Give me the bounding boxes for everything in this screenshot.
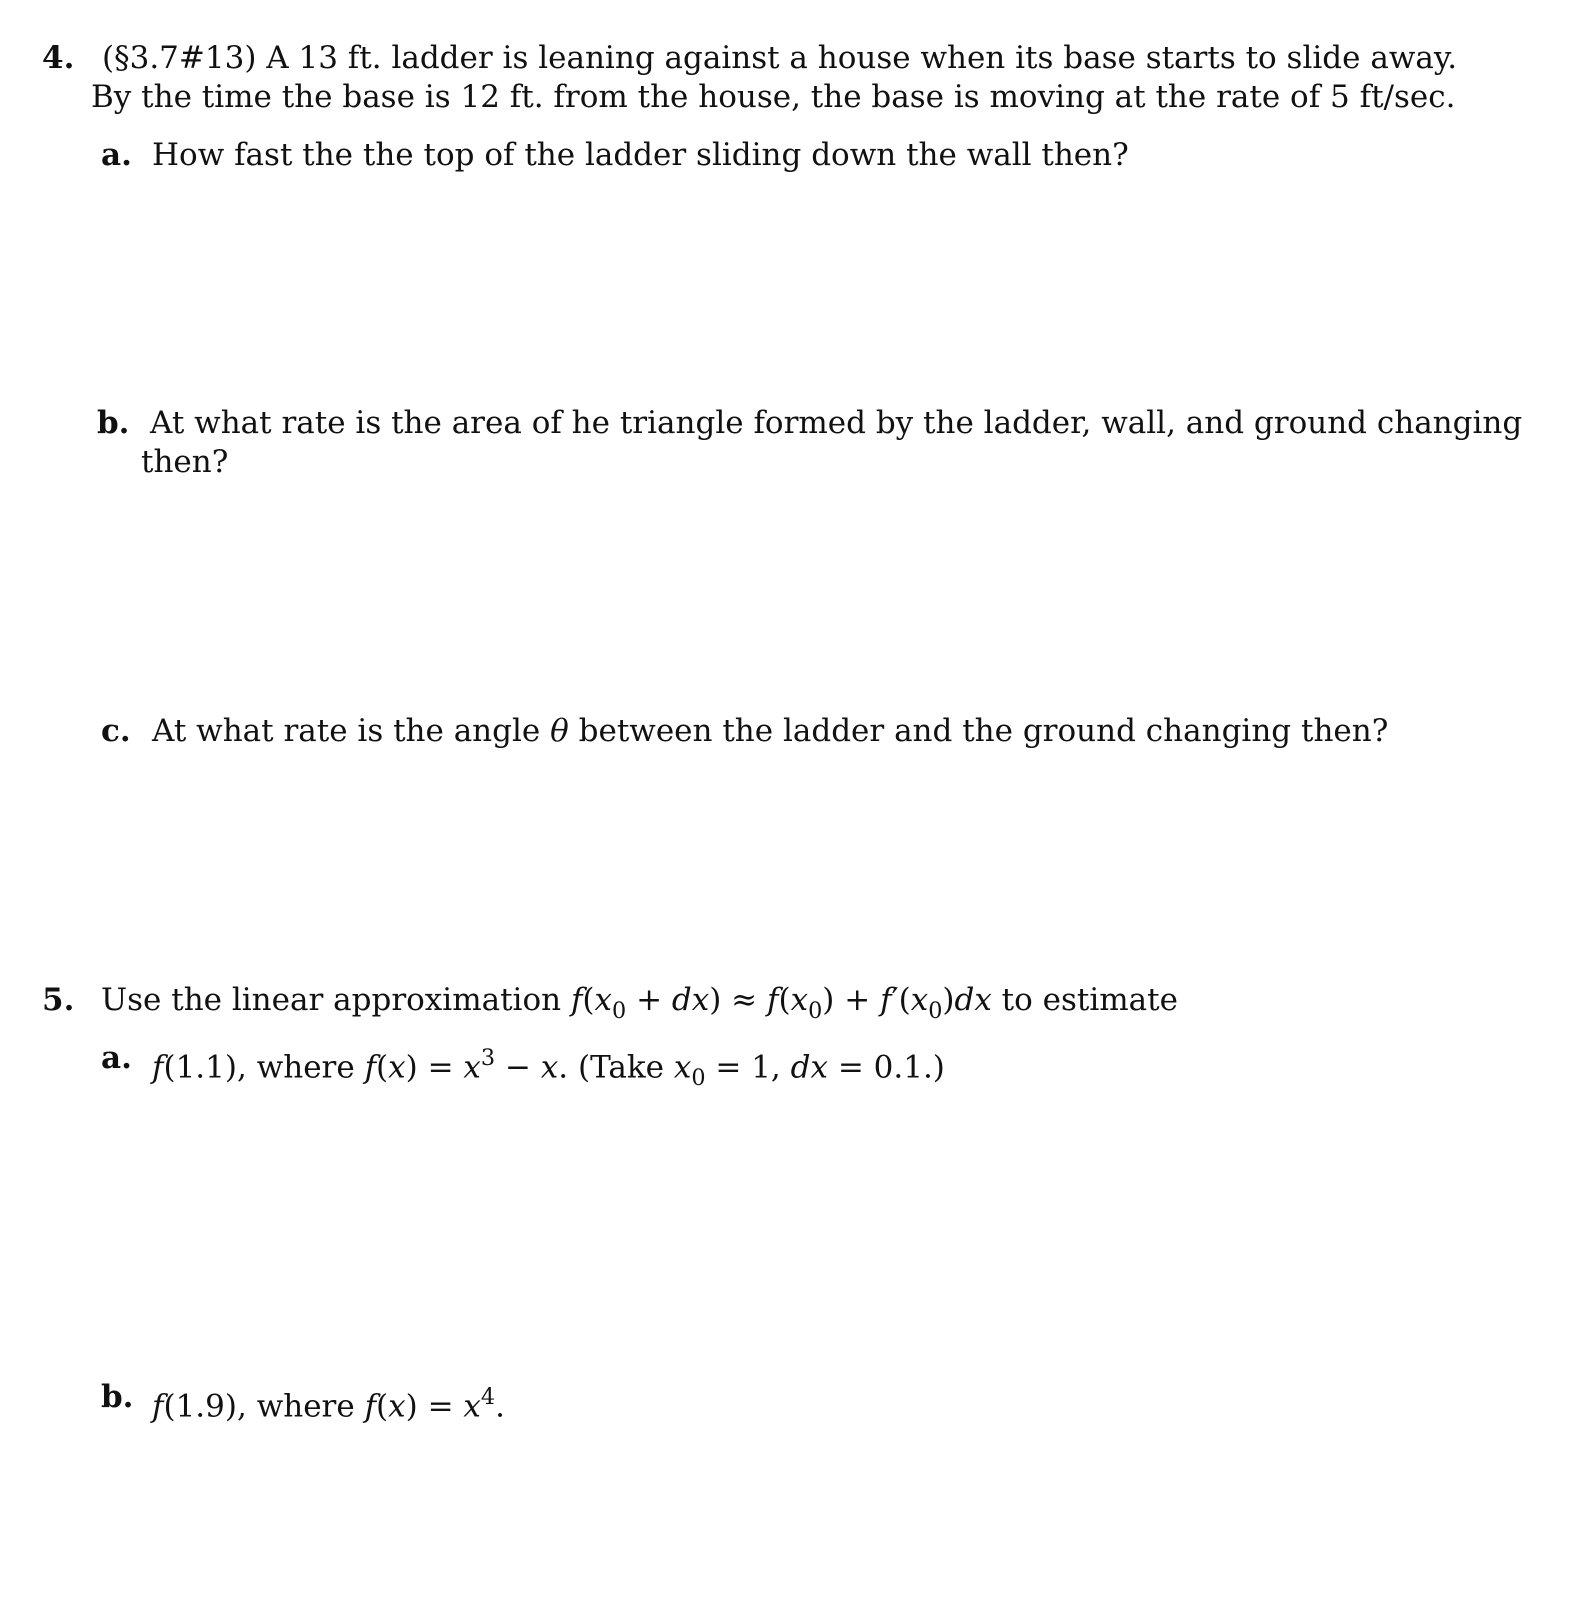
problem-4c-label: c. [101,713,131,749]
problem-5-statement [101,980,1178,1031]
problem-4b-question-line2: then? [141,444,229,480]
theta-symbol: θ [550,713,569,749]
problem-4b-question-line1: At what rate is the area of he triangle formed by the ladder, wall, and ground changing [150,405,1523,441]
problem-5a-label: a. [101,1040,132,1076]
problem-5-number: 5. [42,982,75,1018]
problem-4a-question: How fast the the top of the ladder sliding down the wall then? [152,137,1129,173]
problem-4a-label: a. [101,137,132,173]
problem-4-statement-line1: (§3.7#13) A 13 ft. ladder is leaning against a house when its base starts to slide away. [102,40,1458,76]
problem-4c-text-before: At what rate is the angle [152,713,551,749]
problem-5-intro-after: to estimate [991,982,1178,1018]
problem-4c-question [152,711,1388,751]
problem-4-statement-line2: By the time the base is 12 ft. from the house, the base is moving at the rate of 5 ft/sec. [91,79,1456,115]
problem-4b-label: b. [97,405,130,441]
linear-approximation-formula: $f(x_0 + dx) \approx f(x_0) + f'(x_0)dx$ [570,982,992,1024]
problem-4c-text-after: between the ladder and the ground changing then? [568,713,1389,749]
problem-5b-question: f(1.9), where $f(x) = x^4$. [152,1384,505,1425]
problem-5-intro-before: Use the linear approximation [101,982,571,1018]
problem-5a-question: f(1.1), where $f(x) = x^3 - x$. (Take $x_0 = 1$, dx = 0.1.) [152,1045,945,1092]
problem-4-number: 4. [42,40,75,76]
problem-5b-label: b. [101,1379,134,1415]
